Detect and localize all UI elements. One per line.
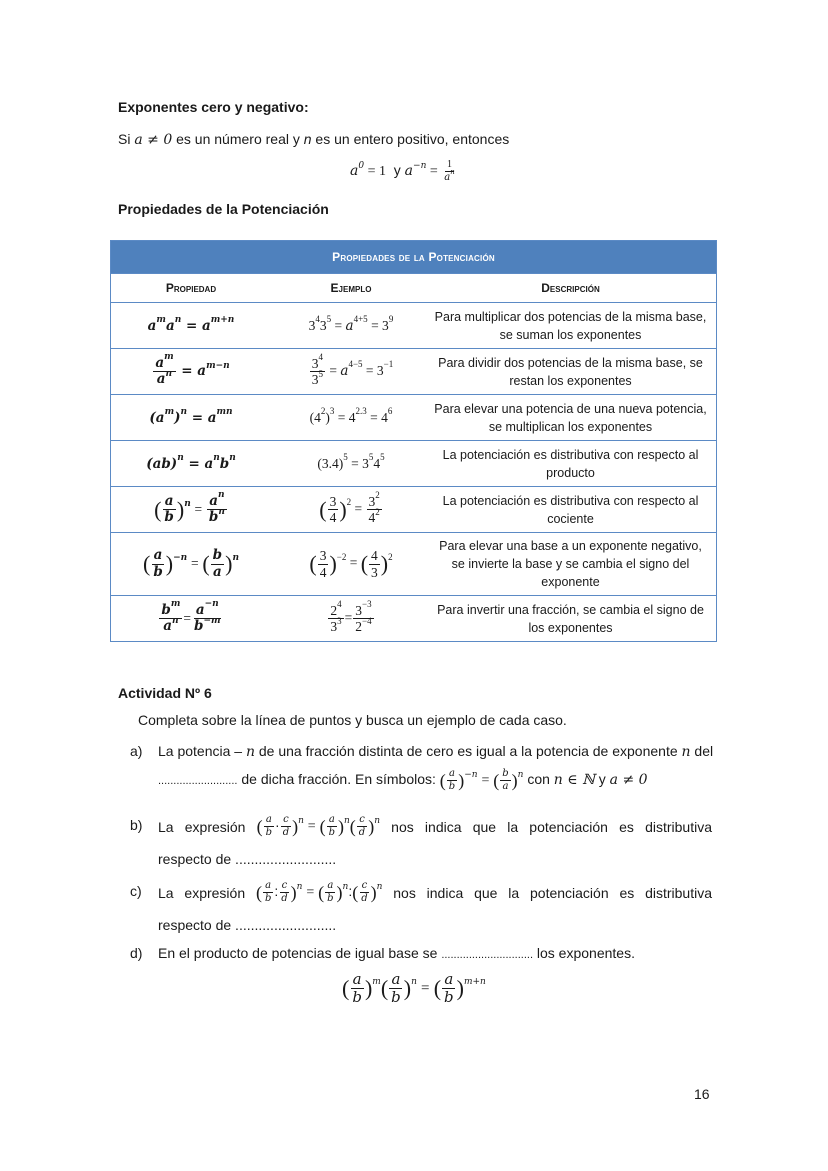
table-row bbox=[111, 348, 716, 394]
word: indica bbox=[424, 818, 462, 835]
formula-neg-eq: = bbox=[426, 164, 442, 180]
example-cell: ( $\frac{3}{4}$ )$^2$ = $\frac{3^2}{4^2}$ bbox=[319, 490, 380, 525]
word: distributiva bbox=[645, 884, 712, 901]
table-row bbox=[111, 486, 716, 532]
math-cond: a ≠ 0 bbox=[609, 772, 648, 789]
table-row bbox=[111, 595, 716, 641]
formula-neg-base: a bbox=[404, 163, 414, 180]
word: potenciación bbox=[529, 818, 608, 835]
item-b-line2[interactable]: respecto de .......................... bbox=[158, 851, 337, 867]
zero-negative-formula bbox=[350, 160, 458, 183]
word: expresión bbox=[184, 884, 246, 901]
item-label: c) bbox=[130, 883, 142, 899]
intro-prefix: Si bbox=[118, 131, 135, 147]
activity-item-c bbox=[130, 881, 712, 941]
fill-in-blank[interactable]: .......................... bbox=[158, 775, 238, 788]
example-cell: $\frac{3^4}{3^5}$ = $a^{4-5} = 3^{-1}$ bbox=[311, 352, 394, 387]
word: es bbox=[619, 818, 634, 835]
table-row bbox=[111, 394, 716, 440]
description-cell: La potenciación es distributiva con respecto al cociente bbox=[442, 493, 699, 526]
description-cell: Para dividir dos potencias de la misma base, se restan los exponentes bbox=[438, 355, 703, 388]
section-heading-properties: Propiedades de la Potenciación bbox=[118, 201, 329, 217]
section-heading-zero-negative: Exponentes cero y negativo: bbox=[118, 99, 309, 115]
formula-eq-one: = 1 bbox=[364, 164, 386, 180]
table-title bbox=[111, 241, 716, 273]
item-label: b) bbox=[130, 817, 143, 833]
property-cell: ( $\frac{a}{b}$ )$^n$ = $\frac{a^n}{b^n}$ bbox=[154, 490, 225, 525]
word: que bbox=[474, 884, 498, 901]
word: potenciación bbox=[530, 884, 609, 901]
intro-suffix: es un entero positivo, entonces bbox=[311, 131, 510, 147]
text: de una fracción distinta de cero es igual a la potencia de exponente bbox=[255, 743, 682, 759]
example-cell: $(3.4)^5 = 3^54^5$ bbox=[317, 452, 385, 471]
word: expresión bbox=[184, 818, 246, 835]
properties-table bbox=[110, 240, 717, 642]
intro-paragraph bbox=[118, 131, 509, 148]
example-cell: $(4^2)^3 = 4^{2.3} = 4^6$ bbox=[309, 406, 393, 425]
intro-mid: es un número real y bbox=[172, 131, 304, 147]
item-label: d) bbox=[130, 945, 143, 961]
word: distributiva bbox=[645, 818, 712, 835]
text: con bbox=[523, 771, 554, 788]
example-cell: $3^43^5 = a^{4+5} = 3^9$ bbox=[308, 314, 394, 334]
property-cell: ( $\frac{a}{b}$ )$^{-n}$ = ( $\frac{b}{a}$ )$^n$ bbox=[142, 547, 239, 580]
table-title-text: Propiedades de la Potenciación bbox=[332, 250, 495, 264]
property-cell: $\frac{a^m}{a^n}$ = $a^{m-n}$ bbox=[155, 352, 230, 387]
property-cell: $\frac{b^m}{a^n}$ = $\frac{a^{-n}}{b^{-m}}$ bbox=[161, 599, 221, 634]
expression-product: ( $\frac{a}{b}$ · $\frac{c}{d}$ )$^n$ = ( $\frac{a}{b}$ )$^n$( $\frac{c}{d}$ )$^n$ bbox=[256, 814, 380, 838]
frac-num: 1 bbox=[447, 159, 453, 170]
activity-item-a bbox=[130, 741, 712, 801]
math-n: n bbox=[681, 744, 691, 760]
activity-item-b bbox=[130, 815, 712, 875]
description-cell: Para invertir una fracción, se cambia el signo de los exponentes bbox=[437, 602, 704, 635]
page-number: 16 bbox=[694, 1086, 710, 1102]
word: La bbox=[158, 884, 174, 901]
text: y bbox=[594, 771, 610, 788]
word: es bbox=[619, 884, 635, 901]
table-row bbox=[111, 532, 716, 595]
text: En el producto de potencias de igual base se bbox=[158, 945, 442, 961]
column-header-property: Propiedad bbox=[165, 281, 217, 295]
item-label: a) bbox=[130, 743, 143, 759]
property-cell: $a^ma^n = a^{m+n}$ bbox=[147, 315, 235, 334]
item-d-formula: ( $\frac{a}{b}$ )$^m$( $\frac{a}{b}$ )$^n$ = ( $\frac{a}{b}$ )$^{m+n}$ bbox=[342, 970, 486, 1006]
formula-y: y bbox=[393, 162, 401, 179]
formula-exp-zero: 0 bbox=[358, 160, 365, 171]
activity-instruction: Completa sobre la línea de puntos y busca un ejemplo de cada caso. bbox=[138, 712, 567, 728]
item-d-line1 bbox=[158, 943, 712, 965]
property-cell: $(a^m)^n = a^{mn}$ bbox=[149, 407, 233, 426]
description-cell: Para elevar una base a un exponente negativo, se invierte la base y se cambia el signo del exponente bbox=[439, 539, 702, 589]
formula-a: a bbox=[350, 163, 359, 180]
text: los exponentes. bbox=[533, 945, 635, 961]
word: la bbox=[507, 818, 519, 835]
frac-den-exp: n bbox=[450, 167, 455, 176]
item-c-line2[interactable]: respecto de .......................... bbox=[158, 917, 337, 933]
table-row bbox=[111, 302, 716, 348]
word: la bbox=[508, 884, 520, 901]
item-b-line1 bbox=[158, 815, 712, 838]
expression-quotient: ( $\frac{a}{b}$ : $\frac{c}{d}$ )$^n$ = ( $\frac{a}{b}$ )$^n$:( $\frac{c}{d}$ )$^n$ bbox=[255, 880, 383, 904]
formula-fraction bbox=[442, 160, 456, 183]
column-header-example: Ejemplo bbox=[330, 281, 372, 295]
activity-heading: Actividad Nº 6 bbox=[118, 685, 212, 701]
text: del bbox=[690, 743, 714, 759]
column-header-description: Descripción bbox=[541, 281, 600, 295]
frac-den-base: a bbox=[444, 172, 451, 183]
math-n: n bbox=[245, 744, 255, 760]
item-c-line1 bbox=[158, 881, 712, 904]
fill-in-blank[interactable]: .............................. bbox=[441, 949, 533, 961]
example-cell: ( $\frac{3}{4}$ )$^{-2}$ = ( $\frac{4}{3}$ )$^2$ bbox=[309, 548, 393, 580]
item-a-line2: .......................... de dicha fracción. En símbolos: ( $\frac{a}{b}$ )$^{-n}$ = ( $\frac{b}{a}$ )$^n$ con n ∈ ℕ y a ≠ 0 bbox=[158, 768, 648, 792]
formula-neg-exp: −n bbox=[413, 160, 427, 171]
description-cell: Para elevar una potencia de una nueva potencia, se multiplican los exponentes bbox=[434, 401, 707, 434]
intro-n: n bbox=[303, 131, 312, 147]
text: La potencia – bbox=[158, 743, 246, 759]
property-cell: $(ab)^n = a^nb^n$ bbox=[146, 453, 236, 472]
word: que bbox=[472, 818, 497, 835]
item-a-line1 bbox=[158, 741, 712, 762]
table-row bbox=[111, 440, 716, 486]
word: nos bbox=[393, 884, 416, 901]
example-cell: $\frac{2^4}{3^3}$ = $\frac{3^{-3}}{2^{-4}}$ bbox=[330, 599, 372, 634]
description-cell: La potenciación es distributiva con respecto al producto bbox=[442, 447, 699, 480]
word: nos bbox=[391, 818, 414, 835]
description-cell: Para multiplicar dos potencias de la misma base, se suman los exponentes bbox=[434, 309, 707, 342]
word: La bbox=[158, 818, 174, 835]
intro-condition: a ≠ 0 bbox=[134, 132, 173, 148]
text: de dicha fracción. En símbolos: bbox=[237, 771, 440, 788]
word: indica bbox=[426, 884, 464, 901]
math-cond: n ∈ ℕ bbox=[553, 772, 595, 789]
table-header-row bbox=[111, 273, 716, 302]
